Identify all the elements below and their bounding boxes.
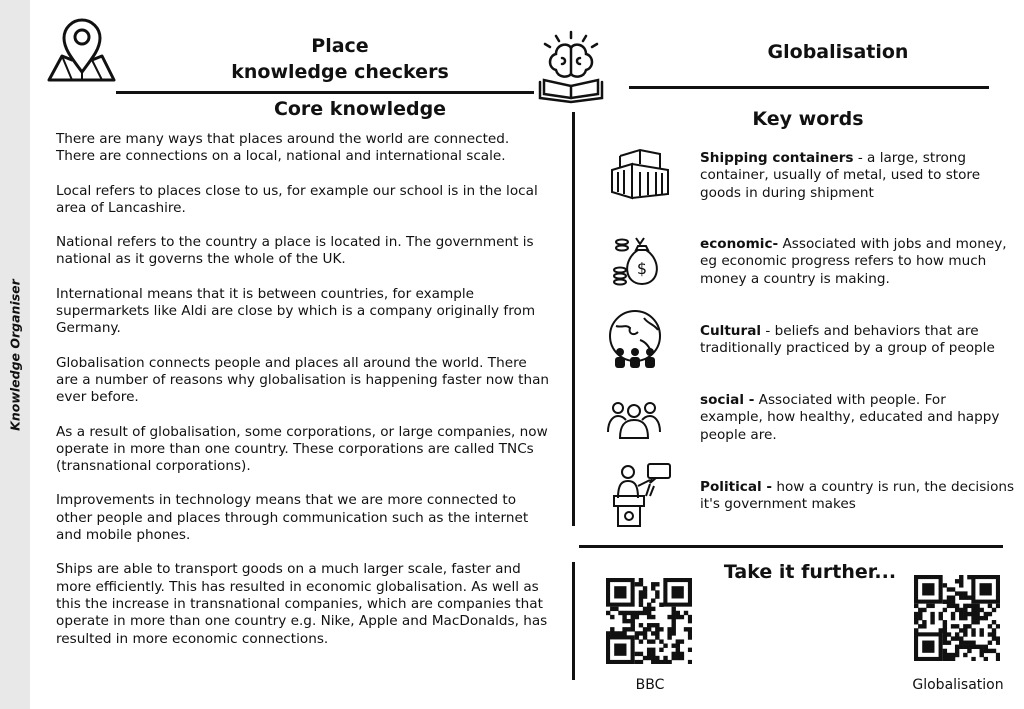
core-paragraph: National refers to the country a place is located in. The government is national as it governs the whole of the UK. [56,234,534,268]
keyword-term: Political - [700,479,773,495]
core-heading: Core knowledge [273,98,447,120]
core-paragraph: Globalisation connects people and places all around the world. There are a number of reasons why globalisation is happening faster now than ever before. [56,354,550,406]
keyword-definition: Associated with people. For example, how healthy, educated and happy people are. [700,392,1000,443]
sidebar-label: Knowledge Organiser [7,279,23,431]
keyword-term: Cultural [700,323,762,339]
topic-title: Globalisation [767,41,909,63]
keyword-term: social - [700,392,755,408]
keyword-item [700,236,1018,288]
keyword-definition: Associated with jobs and money, eg economic progress refers to how much money a country is making. [700,236,1007,287]
core-paragraph: Local refers to places close to us, for example our school is in the local area of Lancashire. [56,182,538,216]
core-paragraph: Improvements in technology means that we are more connected to other people and places through communication such as the internet and mobile phones. [56,492,529,544]
place-title-line1: Place [311,35,369,57]
keyword-term: Shipping containers [700,150,854,166]
brain-book-icon [536,30,606,104]
keyword-item [700,392,1000,444]
qr-code-icon[interactable] [914,575,1000,661]
header-rule-right [629,86,989,89]
core-paragraph: International means that it is between countries, for example supermarkets like Aldi are close by which is a company originally from Germany. [56,285,536,337]
keywords-heading: Key words [752,108,864,130]
keyword-item [700,479,1018,514]
money-bag-icon [612,232,664,288]
svg-text:$: $ [636,259,648,278]
center-divider [572,112,575,526]
further-divider [572,562,575,680]
further-rule [579,545,1003,548]
keyword-definition: how a country is run, the decisions it's government makes [700,479,1015,513]
keyword-item [700,150,1010,202]
place-title [220,33,460,85]
shipping-containers-icon [610,148,672,200]
keyword-item [700,323,1018,358]
keyword-definition: - a large, strong container, usually of metal, used to store goods in during shipment [700,150,981,201]
core-text [56,131,552,665]
place-title-line2: knowledge checkers [231,61,449,83]
sidebar [0,0,30,709]
core-paragraph: Ships are able to transport goods on a much larger scale, faster and more efficiently. This has resulted in economic globalisation. As well as this the increase in transnational companies, which are companies that operate in more than one country e.g. Nike, Apple and MacDonalds, has resulted in more economic connections. [56,561,548,647]
header-rule-left [116,91,534,94]
keyword-term: economic- [700,236,779,252]
core-paragraph: As a result of globalisation, some corporations, or large companies, now operate in more than one country. These corporations are called TNCs (transnational corporations). [56,423,548,475]
keyword-definition: - beliefs and behaviors that are traditionally practiced by a group of people [700,323,995,357]
qr-caption-globalisation: Globalisation [912,677,1004,693]
further-heading: Take it further... [723,561,897,583]
globe-people-icon [604,308,666,370]
map-pin-icon [46,16,118,86]
core-paragraph: There are many ways that places around the world are connected. There are connections on a local, national and international scale. [56,131,510,165]
qr-code-icon[interactable] [606,578,692,664]
qr-caption-bbc: BBC [635,677,665,693]
people-group-icon [606,398,662,440]
politician-podium-icon [604,462,672,530]
